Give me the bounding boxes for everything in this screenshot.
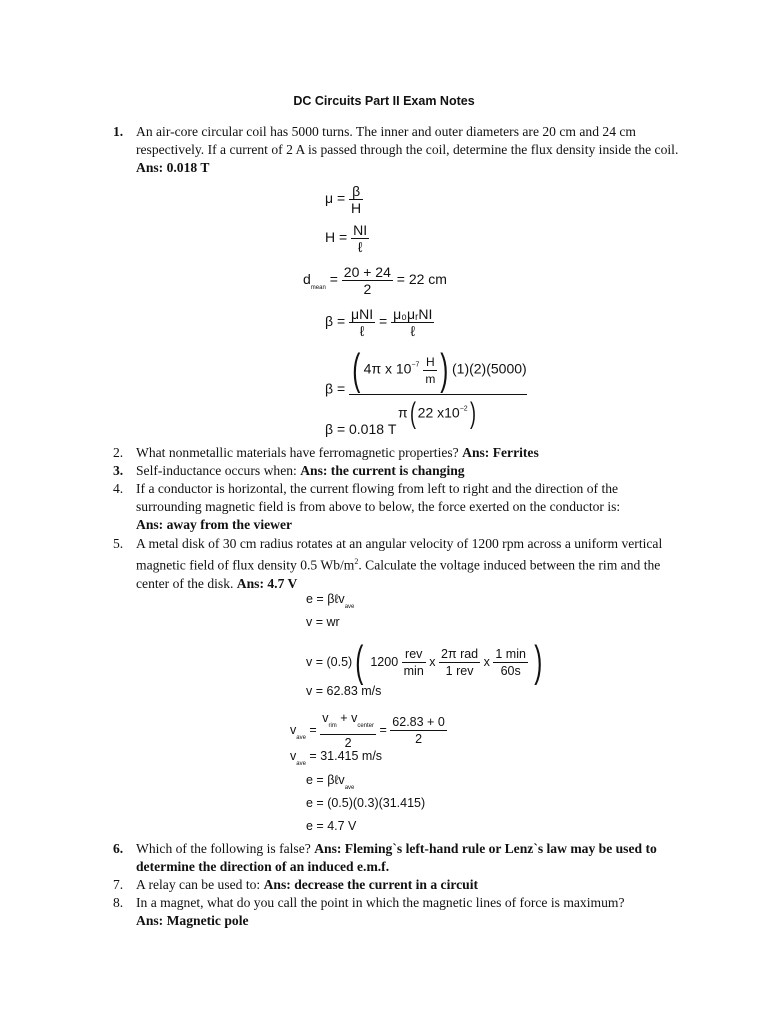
question-number: 1.	[113, 124, 124, 139]
answer: Ans: 0.018 T	[136, 160, 210, 175]
equation-beta-result: β = 0.018 T	[325, 421, 397, 437]
equation-vave: $v_{ave}$ = $v_{rim} + v_{center}$ 2 = $\frac{62.83 + 0}{2}$	[290, 711, 445, 750]
equation-e-result: e = 4.7 V	[306, 819, 357, 833]
page-title: DC Circuits Part II Exam Notes	[293, 94, 475, 108]
equation-vave-result: $v_{ave} = 31.415$ m/s	[290, 749, 383, 767]
question-6: 6. Which of the following is false? Ans: Fleming`s left-hand rule or Lenz`s law may be used to determine the direction of an induced e.m.f.	[113, 841, 657, 874]
equation-v-result: v = 62.83 m/s	[306, 684, 382, 698]
equation-beta-2: β = ( 4π x $10^{-7}$ $\frac{H}{m}$ ) (1)(2)(5000) π( 22 $x10^{-2}$)	[325, 345, 527, 430]
question-4: 4. If a conductor is horizontal, the current flowing from left to right and the direction of the surrounding magnetic field is from above to below, the force exerted on the conductor is: Ans: away from the viewer	[113, 481, 621, 532]
equation-v-wr: v = wr	[306, 615, 340, 629]
question-5: 5. A metal disk of 30 cm radius rotates at an angular velocity of 1200 rpm across a uniform vertical magnetic field of flux density 0.5 $Wb/m^2$. Calculate the voltage induced between the rim and the center of the disk. Ans: 4.7 V	[113, 536, 663, 591]
equation-e-1: e = βℓv$_{ave}$	[306, 592, 355, 610]
equation-e-3: e = (0.5)(0.3)(31.415)	[306, 796, 426, 810]
equation-v-calc: v = (0.5)( 1200 rev min x 2π rad 1 rev x 1 min 60s )	[306, 637, 543, 686]
question-3: 3. Self-inductance occurs when: Ans: the current is changing	[113, 463, 465, 478]
question-7: 7. A relay can be used to: Ans: decrease the current in a circuit	[113, 877, 479, 892]
question-8: 8. In a magnet, what do you call the point in which the magnetic lines of force is maximum? Ans: Magnetic pole	[113, 895, 625, 928]
equation-dmean: $d_{mean}$ = $\frac{20 + 24}{2}$ = 22 cm	[303, 264, 447, 297]
equation-beta-1: β = μNI ℓ = μ₀μᵣNI ℓ	[325, 306, 433, 339]
equation-h: H = NI ℓ	[325, 222, 368, 255]
question-2: 2. What nonmetallic materials have ferromagnetic properties? Ans: Ferrites	[113, 445, 539, 460]
question-1	[113, 123, 683, 177]
equation-e-2: e = βℓv$_{ave}$	[306, 773, 355, 791]
question-text: An air-core circular coil has 5000 turns. The inner and outer diameters are 20 cm and 24 cm respectively. If a current of 2 A is passed through the coil, determine the flux density inside the coil.	[136, 124, 679, 157]
equation-mu: μ = $\frac{\beta}{H}$	[325, 183, 362, 216]
